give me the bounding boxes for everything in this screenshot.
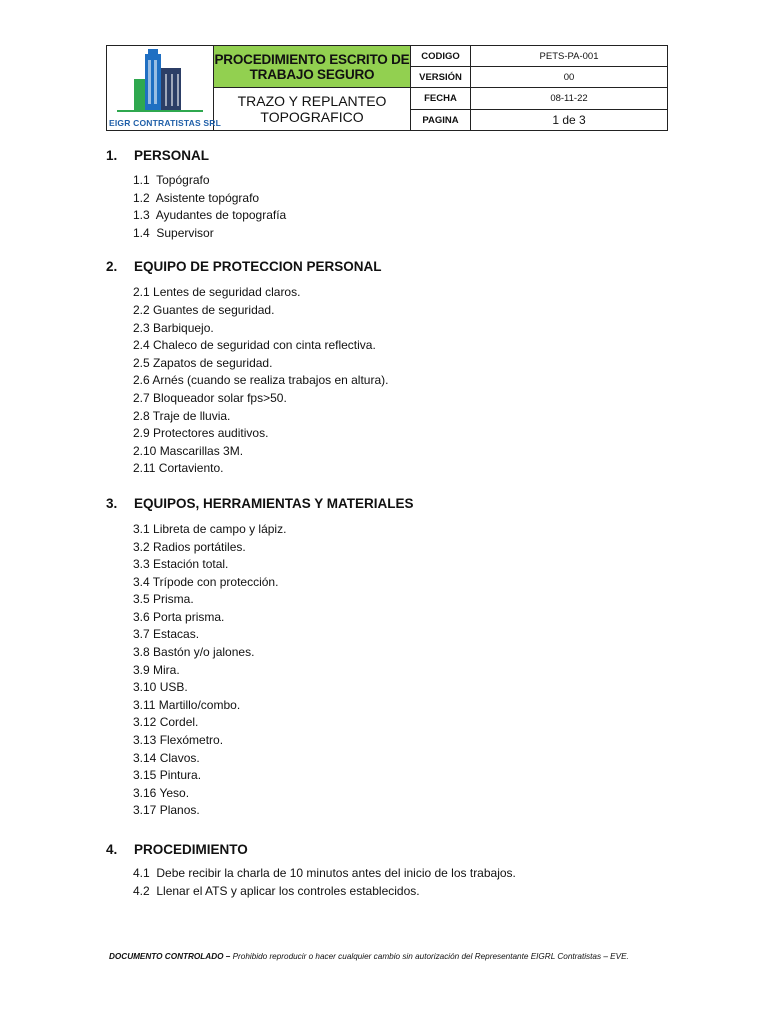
list-item: 3.3 Estación total. <box>133 557 229 572</box>
list-item: 2.2 Guantes de seguridad. <box>133 302 275 317</box>
list-item: 2.8 Traje de lluvia. <box>133 408 231 423</box>
footer-notice <box>109 952 689 961</box>
list-item: 1.2 Asistente topógrafo <box>133 190 260 205</box>
page-label: PAGINA <box>411 110 471 131</box>
section-heading <box>106 839 686 859</box>
document-header <box>106 45 668 131</box>
section-heading <box>106 494 686 514</box>
list-item: 3.15 Pintura. <box>133 768 202 783</box>
list-item: 2.3 Barbiquejo. <box>133 320 214 335</box>
company-logo-text: EIGR CONTRATISTAS SRL <box>109 118 222 128</box>
list-item: 3.17 Planos. <box>133 803 200 818</box>
date-value: 08-11-22 <box>471 88 668 110</box>
document-subtitle: TRAZO Y REPLANTEO TOPOGRAFICO <box>214 88 411 131</box>
list-item: 2.5 Zapatos de seguridad. <box>133 355 273 370</box>
list-item: 4.2 Llenar el ATS y aplicar los controles establecidos. <box>133 883 420 898</box>
list-item: 1.3 Ayudantes de topografía <box>133 208 287 223</box>
section-title: PROCEDIMIENTO <box>134 841 248 857</box>
version-label: VERSIÓN <box>411 67 471 88</box>
document-body <box>106 145 686 900</box>
section-number: 4. <box>106 841 118 857</box>
section-number: 2. <box>106 258 118 274</box>
section-heading <box>106 145 686 165</box>
list-item: 3.8 Bastón y/o jalones. <box>133 645 255 660</box>
footer-bold: DOCUMENTO CONTROLADO – <box>109 952 231 961</box>
list-item: 3.13 Flexómetro. <box>133 733 224 748</box>
list-item: 2.11 Cortaviento. <box>133 461 224 476</box>
list-item: 3.10 USB. <box>133 680 188 695</box>
version-value: 00 <box>471 67 668 88</box>
section-number: 3. <box>106 496 118 512</box>
list-item: 3.7 Estacas. <box>133 627 200 642</box>
footer-text: Prohibido reproducir o hacer cualquier cambio sin autorización del Representante EIGRL Contratistas – EVE. <box>230 952 629 961</box>
logo-cell <box>107 46 222 131</box>
section-list <box>106 284 686 478</box>
section-heading <box>106 256 686 276</box>
list-item: 2.10 Mascarillas 3M. <box>133 443 244 458</box>
list-item: 3.12 Cordel. <box>133 715 199 730</box>
date-label: FECHA <box>411 88 471 110</box>
list-item: 2.6 Arnés (cuando se realiza trabajos en altura). <box>133 373 389 388</box>
company-logo-icon <box>107 46 213 120</box>
code-label: CODIGO <box>411 46 471 67</box>
list-item: 2.7 Bloqueador solar fps>50. <box>133 390 287 405</box>
code-value: PETS-PA-001 <box>471 46 668 67</box>
list-item: 3.2 Radios portátiles. <box>133 539 246 554</box>
section-title: PERSONAL <box>134 147 210 163</box>
document-title: PROCEDIMIENTO ESCRITO DE TRABAJO SEGURO <box>214 46 411 88</box>
list-item: 2.9 Protectores auditivos. <box>133 426 269 441</box>
list-item: 3.14 Clavos. <box>133 750 200 765</box>
list-item: 3.16 Yeso. <box>133 785 190 800</box>
list-item: 4.1 Debe recibir la charla de 10 minutos antes del inicio de los trabajos. <box>133 866 516 880</box>
list-item: 1.4 Supervisor <box>133 225 214 240</box>
section-list <box>106 865 686 900</box>
section-list <box>106 172 686 242</box>
section-title: EQUIPO DE PROTECCION PERSONAL <box>134 258 382 274</box>
list-item: 2.1 Lentes de seguridad claros. <box>133 285 301 300</box>
page-value: 1 de 3 <box>471 110 668 131</box>
list-item: 1.1 Topógrafo <box>133 173 210 187</box>
list-item: 3.4 Trípode con protección. <box>133 574 279 589</box>
list-item: 3.5 Prisma. <box>133 592 194 607</box>
list-item: 3.11 Martillo/combo. <box>133 697 241 712</box>
list-item: 3.6 Porta prisma. <box>133 609 225 624</box>
section-title: EQUIPOS, HERRAMIENTAS Y MATERIALES <box>134 496 414 512</box>
list-item: 2.4 Chaleco de seguridad con cinta reflectiva. <box>133 338 376 353</box>
list-item: 3.9 Mira. <box>133 662 180 677</box>
section-number: 1. <box>106 147 118 163</box>
section-list <box>106 521 686 820</box>
list-item: 3.1 Libreta de campo y lápiz. <box>133 521 287 536</box>
